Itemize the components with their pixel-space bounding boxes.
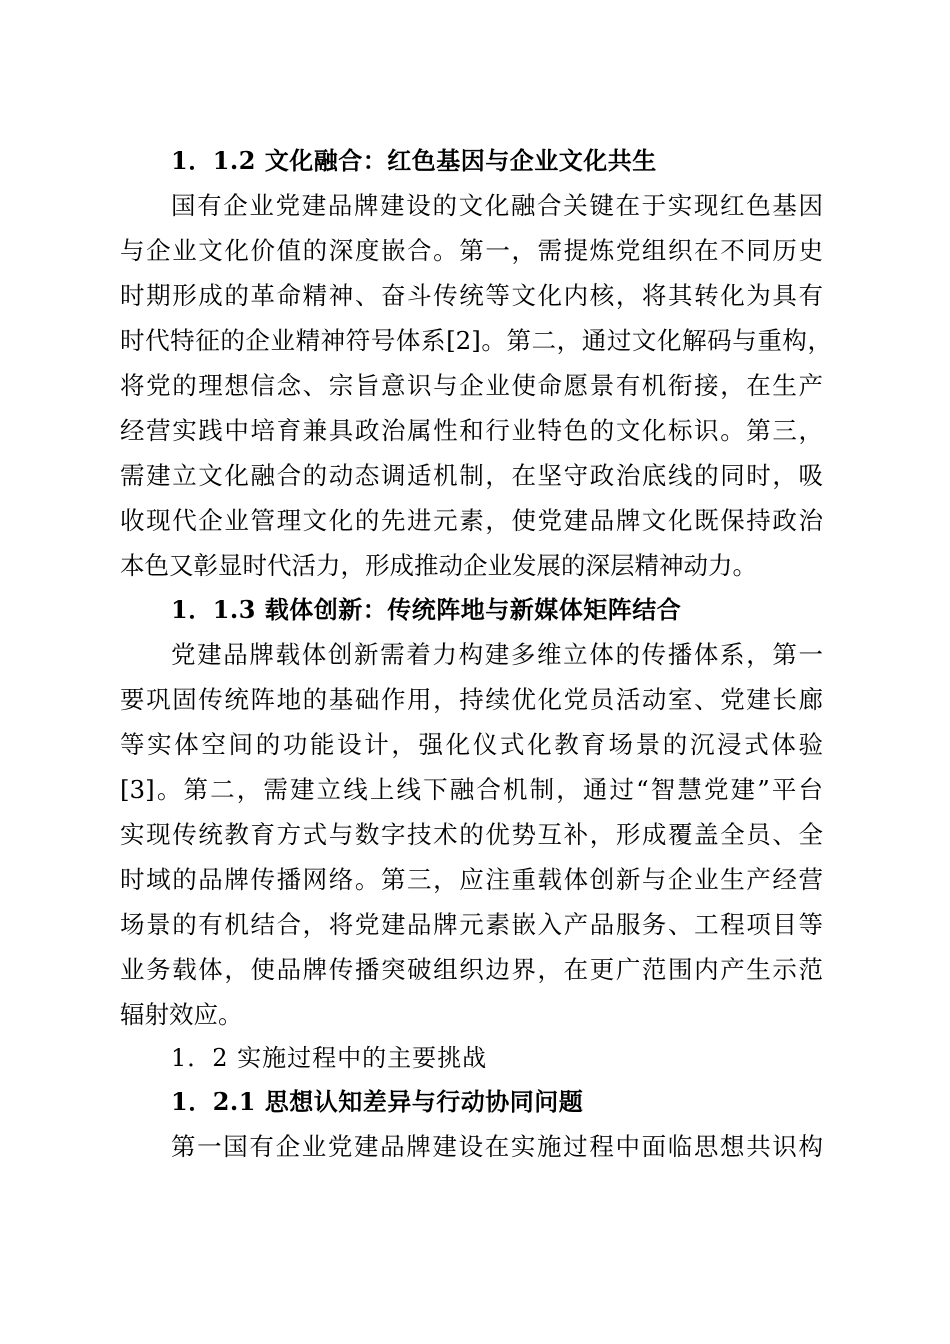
paragraph-line: 将党的理想信念、宗旨意识与企业使命愿景有机衔接，在生产 xyxy=(120,371,823,400)
paragraph-line: 需建立文化融合的动态调适机制，在坚守政治底线的同时，吸 xyxy=(120,461,823,490)
paragraph-line: 等实体空间的功能设计，强化仪式化教育场景的沉浸式体验 xyxy=(120,730,823,759)
paragraph-line: 经营实践中培育兼具政治属性和行业特色的文化标识。第三， xyxy=(120,416,823,445)
paragraph-line: 第一国有企业党建品牌建设在实施过程中面临思想共识构 xyxy=(171,1132,823,1161)
paragraph-line: 实现传统教育方式与数字技术的优势互补，形成覆盖全员、全 xyxy=(120,820,823,849)
section-heading-1-1-2: 1．1.2 文化融合：红色基因与企业文化共生 xyxy=(171,146,657,175)
paragraph-line: 业务载体，使品牌传播突破组织边界，在更广范围内产生示范 xyxy=(120,955,823,984)
paragraph-line: 与企业文化价值的深度嵌合。第一，需提炼党组织在不同历史 xyxy=(120,236,823,265)
paragraph-line: 收现代企业管理文化的先进元素，使党建品牌文化既保持政治 xyxy=(120,506,823,535)
paragraph-line: 场景的有机结合，将党建品牌元素嵌入产品服务、工程项目等 xyxy=(120,910,823,939)
section-heading-1-2-1: 1．2.1 思想认知差异与行动协同问题 xyxy=(171,1087,584,1116)
paragraph-line: 国有企业党建品牌建设的文化融合关键在于实现红色基因 xyxy=(171,191,823,220)
paragraph-line: 时域的品牌传播网络。第三，应注重载体创新与企业生产经营 xyxy=(120,865,823,894)
paragraph-line: 辐射效应。 xyxy=(120,1000,243,1029)
paragraph-line: [3]。第二，需建立线上线下融合机制，通过“智慧党建”平台 xyxy=(120,775,823,804)
paragraph-line: 要巩固传统阵地的基础作用，持续优化党员活动室、党建长廊 xyxy=(120,685,823,714)
section-heading-1-1-3: 1．1.3 载体创新：传统阵地与新媒体矩阵结合 xyxy=(171,595,682,624)
paragraph-line: 党建品牌载体创新需着力构建多维立体的传播体系，第一 xyxy=(171,640,823,669)
paragraph-line: 本色又彰显时代活力，形成推动企业发展的深层精神动力。 xyxy=(120,551,757,580)
paragraph-line: 时代特征的企业精神符号体系[2]。第二，通过文化解码与重构， xyxy=(120,326,832,355)
section-heading-1-2: 1．2 实施过程中的主要挑战 xyxy=(171,1044,488,1072)
paragraph-line: 时期形成的革命精神、奋斗传统等文化内核，将其转化为具有 xyxy=(120,281,823,310)
